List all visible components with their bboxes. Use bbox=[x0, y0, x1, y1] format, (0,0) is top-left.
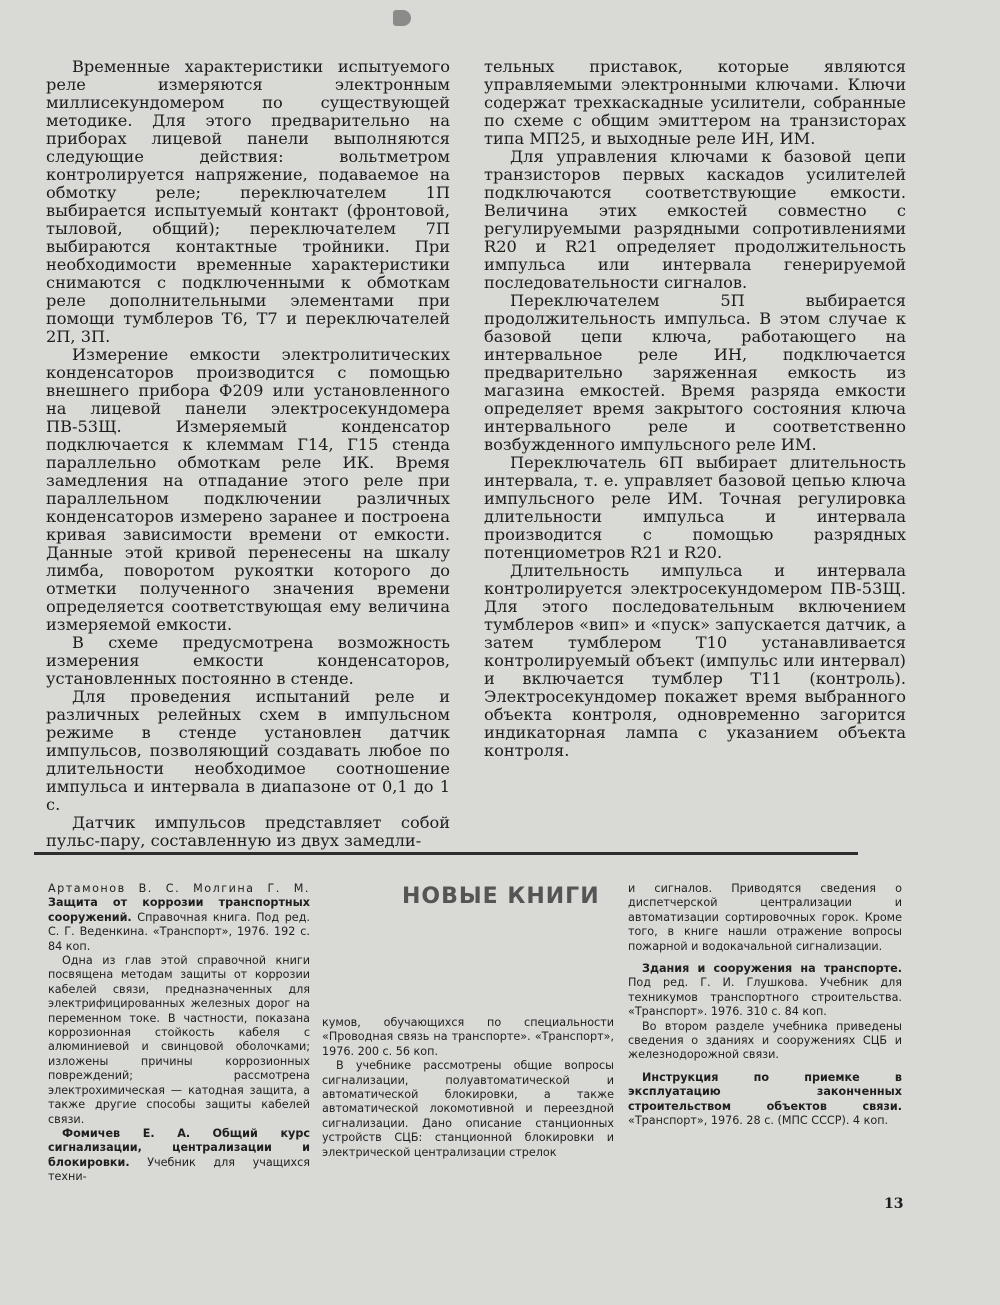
paragraph: В схеме предусмотрена возможность измерения емкости конденсаторов, установленных постоянно в стенде. bbox=[46, 633, 450, 688]
book-meta: Под ред. Г. И. Глушкова. Учебник для техникумов транспортного строительства. «Транспорт». 1976. 310 с. 84 коп. bbox=[628, 976, 902, 1019]
book-meta: «Транспорт», 1976. 28 с. (МПС СССР). 4 коп. bbox=[628, 1114, 889, 1128]
book-entry bbox=[628, 962, 902, 1020]
book-meta: Учебник для учащихся техни- bbox=[48, 1155, 310, 1184]
book-description: и сигналов. Приводятся сведения о диспетчерской централизации и автоматизации сортировочных горок. Кроме того, в книге нашли отражение вопросы пожарной и водокачальной сигнализации. bbox=[628, 882, 902, 953]
book-title: Здания и сооружения на транспорте. bbox=[642, 962, 902, 976]
book-description: В учебнике рассмотрены общие вопросы сигнализации, полуавтоматической и автоматической блокировки, а также автоматической локомотивной и переездной сигнализации. Дано описание станционных устройств СЦБ: станционной блокировки и электрической централизации стрелок bbox=[322, 1059, 614, 1159]
paragraph: Переключателем 5П выбирается продолжительность импульса. В этом случае к базовой цепи ключа, работающего на интервальное реле ИН, подключается предварительно заряженная емкость из магазина емкостей. Время разряда емкости определяет время закрытого состояния ключа интервального реле и соответственно возбужденного импульсного реле ИМ. bbox=[484, 291, 906, 454]
print-mark bbox=[393, 10, 411, 26]
book-author: Фомичев Е. А. bbox=[62, 1126, 191, 1140]
book-title: Инструкция по приемке в эксплуатацию законченных строительством объектов связи. bbox=[628, 1070, 902, 1113]
books-column-middle bbox=[322, 1016, 614, 1160]
book-meta: кумов, обучающихся по специальности «Проводная связь на транспорте». «Транспорт», 1976. 200 с. 56 коп. bbox=[322, 1016, 614, 1058]
paragraph: Датчик импульсов представляет собой пульс-пару, составленную из двух замедли- bbox=[46, 813, 450, 850]
book-title: Защита от коррозии транспортных сооружений. bbox=[48, 896, 310, 924]
book-entry bbox=[48, 882, 310, 954]
book-title: Общий курс сигнализации, централизации и блокировки. bbox=[48, 1126, 310, 1169]
book-entry bbox=[628, 1071, 902, 1129]
paragraph: Длительность импульса и интервала контролируется электросекундомером ПВ-53Щ. Для этого последовательным включением тумблеров «вип» и «пуск» запускается датчик, а затем тумблером Т10 устанавливается контролируемый объект (импульс или интервал) и включается тумблер Т11 (контроль). Электросекундомер покажет время выбранного объекта контроля, одновременно загорится индикаторная лампа с указанием объекта контроля. bbox=[484, 561, 906, 760]
page-number: 13 bbox=[884, 1196, 904, 1212]
book-author: Артамонов В. С. Молгина Г. М. bbox=[48, 882, 310, 895]
book-meta: Справочная книга. Под ред. С. Г. Веденкина. «Транспорт», 1976. 192 с. 84 коп. bbox=[48, 910, 310, 953]
paragraph: Временные характеристики испытуемого реле измеряются электронным миллисекундомером по существующей методике. Для этого предварительно на приборах лицевой панели выполняются следующие действия: вольтметром контролируется напряжение, подаваемое на обмотку реле; переключателем 1П выбирается испытуемый контакт (фронтовой, тыловой, общий); переключателем 7П выбираются контактные тройники. При необходимости временные характеристики снимаются с подключенными к обмоткам реле дополнительными элементами при помощи тумблеров Т6, Т7 и переключателей 2П, 3П. bbox=[46, 57, 450, 346]
paragraph: Измерение емкости электролитических конденсаторов производится с помощью внешнего прибора Ф209 или установленного на лицевой панели электросекундомера ПВ-53Щ. Измеряемый конденсатор подключается к клеммам Г14, Г15 стенда параллельно обмоткам реле ИК. Время замедления на отпадание этого реле при параллельном подключении различных конденсаторов измерено заранее и построена кривая зависимости времени от емкости. Данные этой кривой перенесены на шкалу лимба, поворотом рукоятки которого до отметки полученного значения времени определяется соответствующая ему величина измеряемой емкости. bbox=[46, 345, 450, 634]
paragraph: Переключатель 6П выбирает длительность интервала, т. е. управляет базовой цепью ключа импульсного реле ИМ. Точная регулировка длительности импульса и интервала производится с помощью разрядных потенциометров R21 и R20. bbox=[484, 453, 906, 562]
book-description: Одна из глав этой справочной книги посвящена методам защиты от коррозии кабелей связи, предназначенных для электрифицированных железных дорог на переменном токе. В частности, показана коррозионная стойкость кабеля с алюминиевой и свинцовой оболочками; изложены причины коррозионных повреждений; рассмотрена электрохимическая — катодная защита, а также другие способы защиты кабелей связи. bbox=[48, 954, 310, 1126]
books-column-right bbox=[628, 882, 902, 1129]
article-column-right bbox=[484, 58, 906, 760]
books-column-left bbox=[48, 882, 310, 1185]
section-divider bbox=[34, 852, 858, 855]
book-entry bbox=[48, 1127, 310, 1185]
paragraph: тельных приставок, которые являются управляемыми электронными ключами. Ключи содержат трехкаскадные усилители, собранные по схеме с общим эмиттером на транзисторах типа МП25, и выходные реле ИН, ИМ. bbox=[484, 57, 906, 148]
paragraph: Для проведения испытаний реле и различных релейных схем в импульсном режиме в стенде установлен датчик импульсов, позволяющий создавать любое по длительности необходимое соотношение импульса и интервала в диапазоне от 0,1 до 1 с. bbox=[46, 687, 450, 814]
book-description: Во втором разделе учебника приведены сведения о зданиях и сооружениях СЦБ и железнодорожной связи. bbox=[628, 1019, 902, 1062]
article-column-left bbox=[46, 58, 450, 850]
section-heading: НОВЫЕ КНИГИ bbox=[402, 884, 600, 909]
paragraph: Для управления ключами к базовой цепи транзисторов первых каскадов усилителей подключаются соответствующие емкости. Величина этих емкостей совместно с регулируемыми разрядными сопротивлениями R20 и R21 определяет продолжительность импульса или интервала генерируемой последовательности сигналов. bbox=[484, 147, 906, 292]
